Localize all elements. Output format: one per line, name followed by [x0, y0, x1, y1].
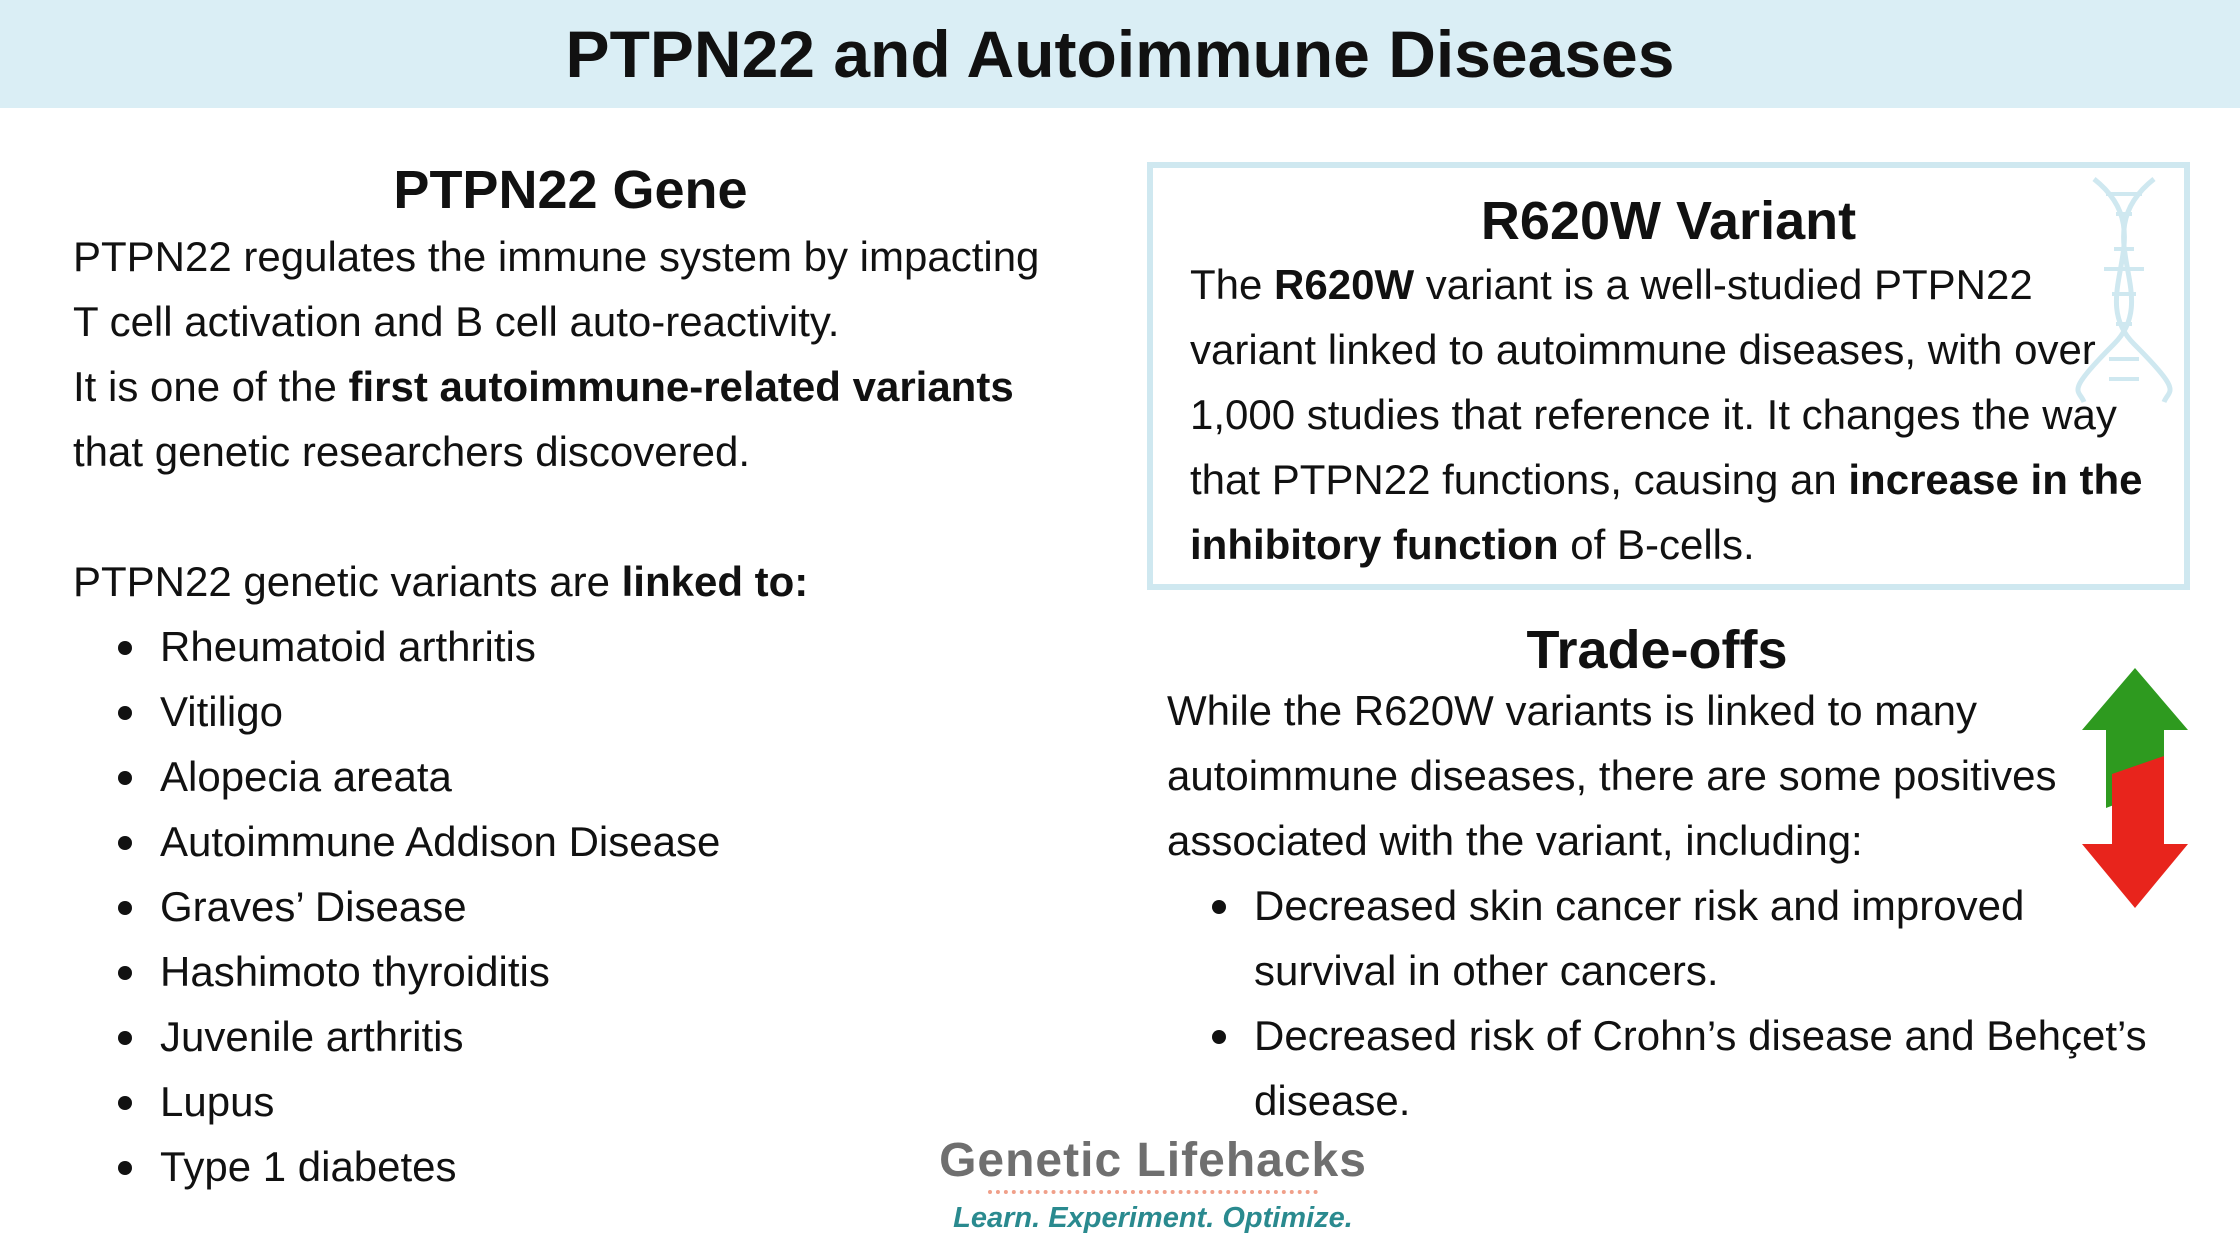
gene-section	[73, 150, 1083, 1199]
tradeoffs-list	[1167, 873, 2177, 1133]
header-banner	[0, 0, 2240, 108]
disease-list	[73, 614, 1083, 1199]
tradeoff-item: Decreased skin cancer risk and improved survival in other cancers.	[1167, 873, 2084, 1003]
disease-item: Graves’ Disease	[73, 874, 1083, 939]
logo-divider	[988, 1190, 1318, 1200]
disease-item: Juvenile arthritis	[73, 1004, 1083, 1069]
dna-icon	[2074, 174, 2174, 404]
logo-title: Genetic Lifehacks	[939, 1134, 1367, 1187]
tradeoffs-section	[1167, 610, 2197, 1133]
linked-text: PTPN22 genetic variants are	[73, 558, 622, 605]
variant-text-3: of B-cells.	[1558, 521, 1755, 568]
variant-bold-1: R620W	[1274, 261, 1415, 308]
variant-box	[1147, 162, 2190, 590]
gene-line-2: T cell activation and B cell auto-reactivity.	[73, 298, 840, 345]
disease-item: Type 1 diabetes	[73, 1134, 1083, 1199]
disease-item: Hashimoto thyroiditis	[73, 939, 1083, 1004]
disease-item: Rheumatoid arthritis	[73, 614, 1083, 679]
variant-text-1: The	[1190, 261, 1275, 308]
disease-item: Autoimmune Addison Disease	[73, 809, 1083, 874]
page-title: PTPN22 and Autoimmune Diseases	[565, 17, 1675, 91]
tradeoffs-title: Trade-offs	[1526, 620, 1788, 680]
variant-bold-2: increase in the inhibitory function	[1190, 456, 2143, 568]
tradeoff-arrows	[2080, 668, 2190, 908]
disease-item: Vitiligo	[73, 679, 1083, 744]
gene-line-1: PTPN22 regulates the immune system by impacting	[73, 233, 1040, 280]
gene-title: PTPN22 Gene	[393, 160, 748, 220]
disease-item: Lupus	[73, 1069, 1083, 1134]
gene-line-3-bold: first autoimmune-related variants	[348, 363, 1014, 410]
variant-title: R620W Variant	[1480, 191, 1857, 251]
gene-line-4: that genetic researchers discovered.	[73, 428, 751, 475]
tradeoff-item: Decreased risk of Crohn’s disease and Behçet’s disease.	[1167, 1003, 2204, 1133]
variant-text-2: variant is a well-studied PTPN22 variant linked to autoimmune diseases, with over 1,000 studies that reference it. It changes the way that PTPN22 functions, causing an	[1190, 261, 2117, 503]
linked-heading	[73, 549, 1083, 614]
gene-line-3: It is one of the	[73, 363, 349, 410]
logo-tagline: Learn. Experiment. Optimize.	[953, 1202, 1353, 1234]
variant-description	[1153, 252, 2184, 577]
gene-description	[73, 224, 1083, 484]
tradeoffs-intro: While the R620W variants is linked to many autoimmune diseases, there are some positives associated with the variant, including:	[1167, 687, 2057, 864]
arrow-down-icon	[2082, 756, 2188, 908]
disease-item: Alopecia areata	[73, 744, 1083, 809]
brand-logo	[918, 1132, 1388, 1236]
linked-bold: linked to:	[621, 558, 809, 605]
